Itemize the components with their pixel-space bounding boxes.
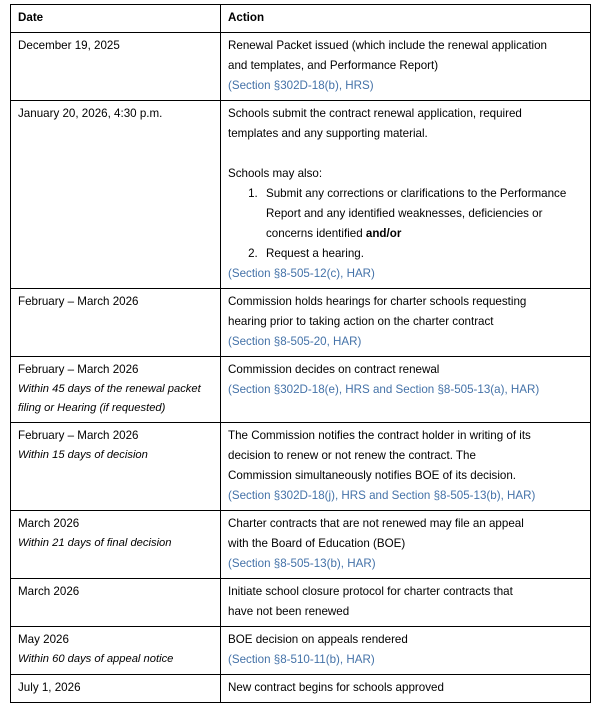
date-qualifier-text: Within 45 days of the renewal packet filing or Hearing (if requested)	[18, 383, 201, 414]
date-qualifier-text: Within 21 days of final decision	[18, 537, 172, 549]
table-row	[11, 423, 591, 511]
header-row	[11, 5, 591, 33]
action-list-lead-in: Schools may also:	[228, 167, 323, 180]
table-row	[11, 33, 591, 101]
table-row	[11, 357, 591, 423]
column-header-date: Date	[11, 5, 221, 33]
action-text-line: Commission simultaneously notifies BOE of its decision.	[228, 469, 517, 482]
date-primary-text: January 20, 2026, 4:30 p.m.	[18, 107, 163, 120]
action-text-line: The Commission notifies the contract holder in writing of its	[228, 429, 531, 442]
cell-action	[221, 627, 591, 675]
legal-citation: (Section §8-510-11(b), HAR)	[228, 653, 375, 666]
action-text-line: decision to renew or not renew the contract. The	[228, 449, 476, 462]
emphasized-text: and/or	[365, 227, 402, 240]
cell-date	[11, 579, 221, 627]
table-body	[11, 33, 591, 703]
date-primary-text: March 2026	[18, 585, 80, 598]
action-text-line: Commission holds hearings for charter schools requesting	[228, 295, 527, 308]
date-primary-text: February – March 2026	[18, 429, 139, 442]
column-header-action: Action	[221, 5, 591, 33]
date-primary-text: May 2026	[18, 633, 69, 646]
cell-date	[11, 33, 221, 101]
date-primary-text: July 1, 2026	[18, 681, 81, 694]
action-text-line: Initiate school closure protocol for charter contracts that	[228, 585, 513, 598]
cell-action	[221, 423, 591, 511]
legal-citation: (Section §8-505-13(b), HAR)	[228, 557, 376, 570]
table-row	[11, 101, 591, 289]
action-text-line: New contract begins for schools approved	[228, 681, 444, 694]
cell-date	[11, 627, 221, 675]
action-text-line: Schools submit the contract renewal application, required	[228, 107, 522, 120]
legal-citation: (Section §302D-18(e), HRS and Section §8-505-13(a), HAR)	[228, 383, 540, 396]
table-row	[11, 627, 591, 675]
date-primary-text: March 2026	[18, 517, 80, 530]
cell-action	[221, 579, 591, 627]
date-primary-text: February – March 2026	[18, 363, 139, 376]
cell-action	[221, 101, 591, 289]
date-primary-text: December 19, 2025	[18, 39, 120, 52]
cell-date	[11, 511, 221, 579]
action-text-line: with the Board of Education (BOE)	[228, 537, 406, 550]
action-list-item: 1. Submit any corrections or clarifications to the Performance Report and any identified weaknesses, deficiencies or concerns identified and/or	[261, 184, 584, 244]
action-text-line: hearing prior to taking action on the charter contract	[228, 315, 494, 328]
cell-action	[221, 675, 591, 703]
table-row	[11, 675, 591, 703]
action-text-line: Commission decides on contract renewal	[228, 363, 440, 376]
cell-date	[11, 357, 221, 423]
table-row	[11, 579, 591, 627]
renewal-schedule-table	[10, 4, 591, 703]
date-qualifier-text: Within 60 days of appeal notice	[18, 653, 174, 665]
cell-date	[11, 675, 221, 703]
action-text-line: Charter contracts that are not renewed may file an appeal	[228, 517, 524, 530]
action-list-item: 2. Request a hearing.	[261, 244, 584, 264]
table-row	[11, 511, 591, 579]
cell-date	[11, 289, 221, 357]
action-numbered-list	[228, 184, 584, 264]
action-text-line: templates and any supporting material.	[228, 127, 428, 140]
paragraph-spacer	[228, 144, 584, 164]
cell-action	[221, 33, 591, 101]
legal-citation: (Section §302D-18(j), HRS and Section §8-505-13(b), HAR)	[228, 489, 536, 502]
cell-date	[11, 101, 221, 289]
legal-citation: (Section §302D-18(b), HRS)	[228, 79, 374, 92]
legal-citation: (Section §8-505-20, HAR)	[228, 335, 362, 348]
date-primary-text: February – March 2026	[18, 295, 139, 308]
table-row	[11, 289, 591, 357]
action-text-line: BOE decision on appeals rendered	[228, 633, 408, 646]
cell-action	[221, 289, 591, 357]
cell-action	[221, 357, 591, 423]
legal-citation: (Section §8-505-12(c), HAR)	[228, 267, 375, 280]
document-body	[10, 4, 590, 703]
date-qualifier-text: Within 15 days of decision	[18, 449, 148, 461]
cell-date	[11, 423, 221, 511]
cell-action	[221, 511, 591, 579]
action-text-line: and templates, and Performance Report)	[228, 59, 439, 72]
action-text-line: Renewal Packet issued (which include the renewal application	[228, 39, 548, 52]
action-text-line: have not been renewed	[228, 605, 350, 618]
table-header	[11, 5, 591, 33]
